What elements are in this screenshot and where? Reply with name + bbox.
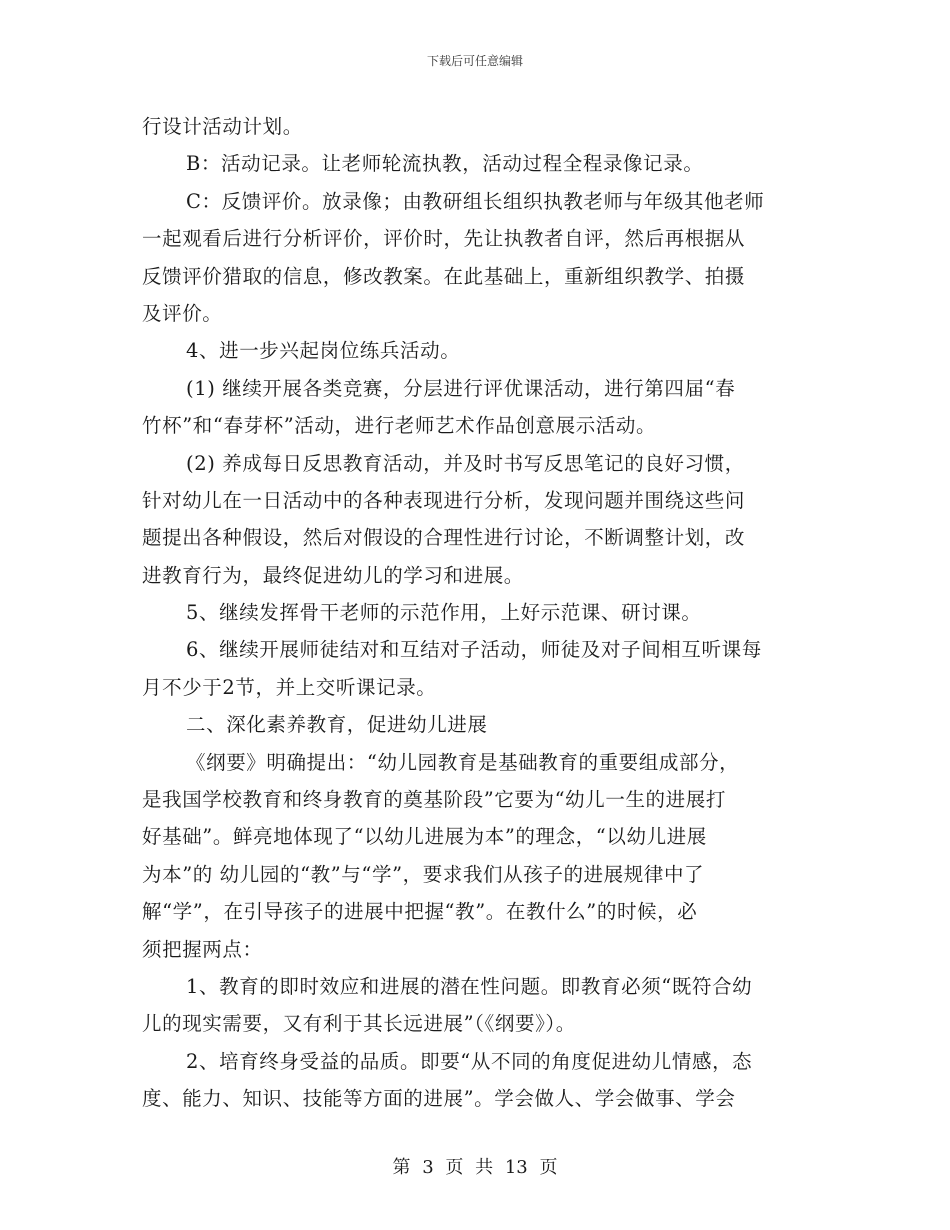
text-line: 月不少于2节，并上交听课记录。 (142, 675, 437, 699)
text-line: 4、进一步兴起岗位练兵活动。 (186, 339, 461, 363)
text-line: 6、继续开展师徒结对和互结对子活动，师徒及对子间相互听课每 (186, 638, 762, 662)
page-number-footer: 第 3 页 共 13 页 (392, 1157, 558, 1178)
text-line: 《纲要》明确提出：“幼儿园教育是基础教育的重要组成部分， (186, 750, 740, 774)
text-line: 儿的现实需要，又有利于其长远进展”（《纲要》）。 (142, 1012, 576, 1036)
text-line: 2、培育终身受益的品质。即要“从不同的角度促进幼儿情感，态 (186, 1049, 753, 1073)
text-line: 解“学”，在引导孩子的进展中把握“教”。在教什么”的时候，必 (142, 900, 698, 924)
text-line: 1、教育的即时效应和进展的潜在性问题。即教育必须“既符合幼 (186, 974, 753, 998)
text-line: 及评价。 (142, 301, 223, 325)
text-line: 是我国学校教育和终身教育的奠基阶段”它要为“幼儿一生的进展打 (142, 788, 726, 812)
text-line: 行设计活动计划。 (142, 115, 303, 138)
page-header-note: 下载后可任意编辑 (426, 54, 523, 68)
text-line: B：活动记录。让老师轮流执教，活动过程全程录像记录。 (186, 152, 704, 176)
text-line: 度、能力、知识、技能等方面的进展”。学会做人、学会做事、学会 (142, 1087, 736, 1111)
section-heading: 二、深化素养教育，促进幼儿进展 (186, 713, 488, 737)
text-line: (1) 继续开展各类竞赛，分层进行评优课活动，进行第四届“春 (186, 376, 736, 400)
text-line: 题提出各种假设，然后对假设的合理性进行讨论，不断调整计划，改 (142, 526, 746, 550)
document-body (142, 108, 802, 1118)
text-line: 针对幼儿在一日活动中的各种表现进行分析，发现问题并围绕这些问 (142, 488, 746, 512)
text-line: 竹杯”和“春芽杯”活动，进行老师艺术作品创意展示活动。 (142, 414, 657, 438)
text-line: 5、继续发挥骨干老师的示范作用，上好示范课、研讨课。 (186, 601, 702, 625)
text-line: 须把握两点： (142, 937, 263, 961)
text-line: 好基础”。鲜亮地体现了“以幼儿进展为本”的理念，“以幼儿进展 (142, 825, 707, 849)
text-line: 为本”的 幼儿园的“教”与“学”，要求我们从孩子的进展规律中了 (142, 862, 705, 886)
text-line: 一起观看后进行分析评价，评价时，先让执教者自评，然后再根据从 (142, 227, 746, 251)
text-line: C：反馈评价。放录像；由教研组长组织执教老师与年级其他老师 (186, 189, 765, 213)
text-line: (2) 养成每日反思教育活动，并及时书写反思笔记的良好习惯， (186, 451, 745, 475)
text-line: 进教育行为，最终促进幼儿的学习和进展。 (142, 563, 524, 587)
text-line: 反馈评价猎取的信息，修改教案。在此基础上，重新组织教学、拍摄 (142, 264, 746, 288)
